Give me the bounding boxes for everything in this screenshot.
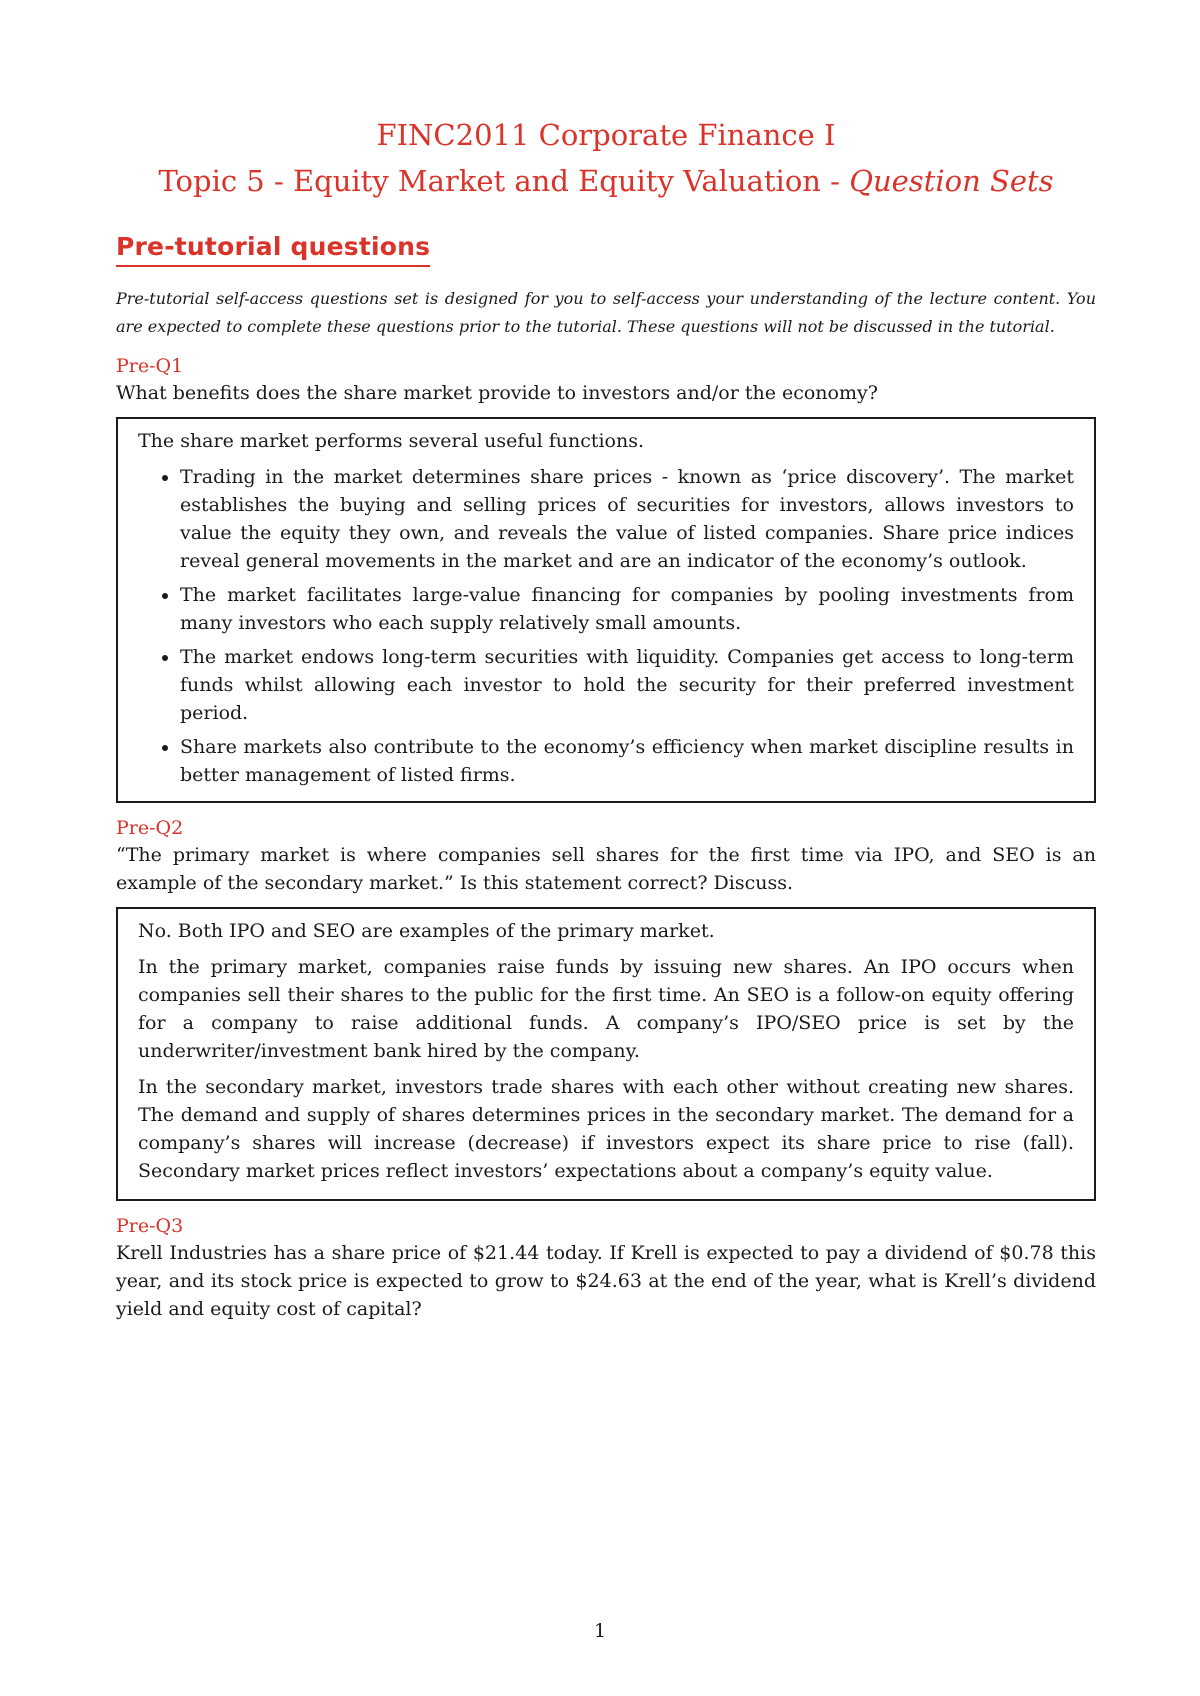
answer-bullet: • The market endows long-term securities with liquidity. Companies get access to long-term funds whilst allowing each investor to hold the security for their preferred investment period. [180,643,1074,727]
answer-box [116,907,1096,1201]
question-label: Pre-Q1 [116,355,184,377]
question-text: Krell Industries has a share price of $21.44 today. If Krell is expected to pay a dividend of $0.78 this year, and its stock price is expected to grow to $24.63 at the end of the year, what is Krell’s dividend yield and equity cost of capital? [116,1242,1096,1320]
document-page [116,0,1096,1323]
answer-paragraph: The share market performs several useful functions. [138,430,645,452]
topic-title-italic: Question Sets [849,164,1054,198]
answer-bullet: • Share markets also contribute to the economy’s efficiency when market discipline results in better management of listed firms. [180,733,1074,789]
topic-title-main: Topic 5 - Equity Market and Equity Valuation - [158,164,850,198]
question-label: Pre-Q2 [116,817,184,839]
page-number: 1 [593,1620,607,1642]
question-text: “The primary market is where companies sell shares for the first time via IPO, and SEO is an example of the secondary market.” Is this statement correct? Discuss. [116,844,1096,894]
answer-bullet-list [138,463,1074,789]
answer-bullet: • The market facilitates large-value financing for companies by pooling investments from many investors who each supply relatively small amounts. [180,581,1074,637]
answer-bullet: • Trading in the market determines share prices - known as ‘price discovery’. The market establishes the buying and selling prices of securities for investors, allows investors to value the equity they own, and reveals the value of listed companies. Share price indices reveal general movements in the market and are an indicator of the economy’s outlook. [180,463,1074,575]
question-text: What benefits does the share market provide to investors and/or the economy? [116,382,878,404]
question-label: Pre-Q3 [116,1215,184,1237]
answer-paragraph: In the secondary market, investors trade shares with each other without creating new shares. The demand and supply of shares determines prices in the secondary market. The demand for a company’s shares will increase (decrease) if investors expect its share price to rise (fall). Secondary market prices reflect investors’ expectations about a company’s equity value. [138,1076,1074,1182]
section-intro: Pre-tutorial self-access questions set is designed for you to self-access your understanding of the lecture content. You are expected to complete these questions prior to the tutorial. These questions will not be discussed in the tutorial. [116,289,1096,336]
answer-box [116,417,1096,803]
answer-paragraph: In the primary market, companies raise funds by issuing new shares. An IPO occurs when companies sell their shares to the public for the first time. An SEO is a follow-on equity offering for a company to raise additional funds. A company’s IPO/SEO price is set by the underwriter/investment bank hired by the company. [138,956,1074,1062]
course-title: FINC2011 Corporate Finance I [376,118,836,152]
answer-paragraph: No. Both IPO and SEO are examples of the primary market. [138,920,715,942]
section-heading: Pre-tutorial questions [116,232,430,267]
topic-title [116,158,1096,204]
title-block [116,112,1096,204]
